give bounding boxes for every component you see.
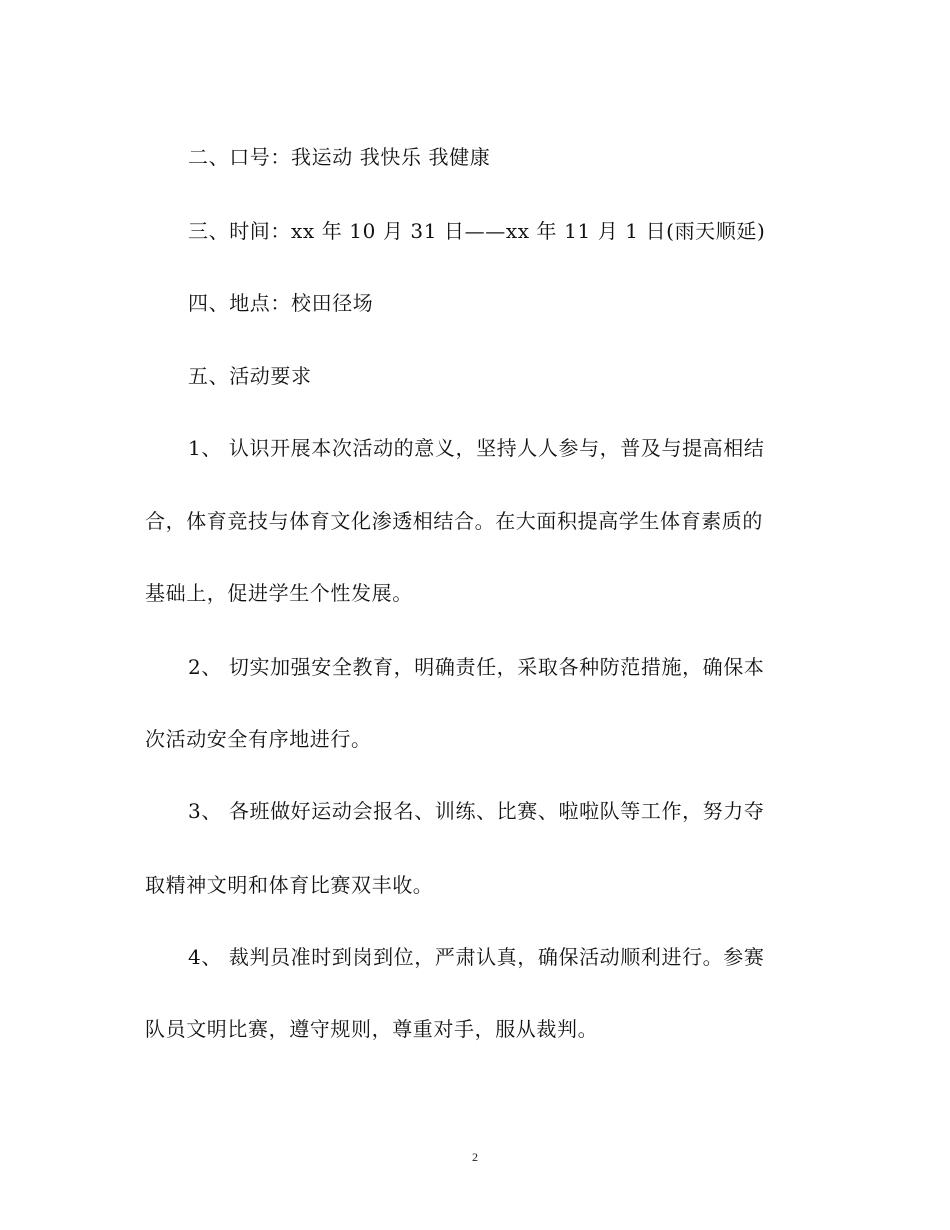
location-line: 四、地点：校田径场	[188, 291, 374, 315]
requirement-2-line-1: 2、 切实加强安全教育，明确责任，采取各种防范措施，确保本	[188, 655, 765, 679]
requirement-4-line-2: 队员文明比赛，遵守规则，尊重对手，服从裁判。	[145, 1017, 599, 1041]
requirement-3-line-1: 3、 各班做好运动会报名、训练、比赛、啦啦队等工作，努力夺	[188, 799, 765, 823]
requirement-1-line-2: 合，体育竞技与体育文化渗透相结合。在大面积提高学生体育素质的	[145, 509, 763, 533]
requirement-3-line-2: 取精神文明和体育比赛双丰收。	[145, 873, 434, 897]
requirement-4-line-1: 4、 裁判员准时到岗到位，严肃认真，确保活动顺利进行。参赛	[188, 945, 765, 969]
time-line: 三、时间：xx 年 10 月 31 日——xx 年 11 月 1 日(雨天顺延)	[188, 219, 766, 243]
page-number: 2	[472, 1150, 478, 1164]
slogan-line: 二、口号：我运动 我快乐 我健康	[188, 145, 491, 169]
requirements-heading: 五、活动要求	[188, 364, 312, 388]
requirement-1-line-3: 基础上，促进学生个性发展。	[145, 581, 413, 605]
requirement-2-line-2: 次活动安全有序地进行。	[145, 727, 372, 751]
requirement-1-line-1: 1、 认识开展本次活动的意义，坚持人人参与，普及与提高相结	[188, 436, 765, 460]
